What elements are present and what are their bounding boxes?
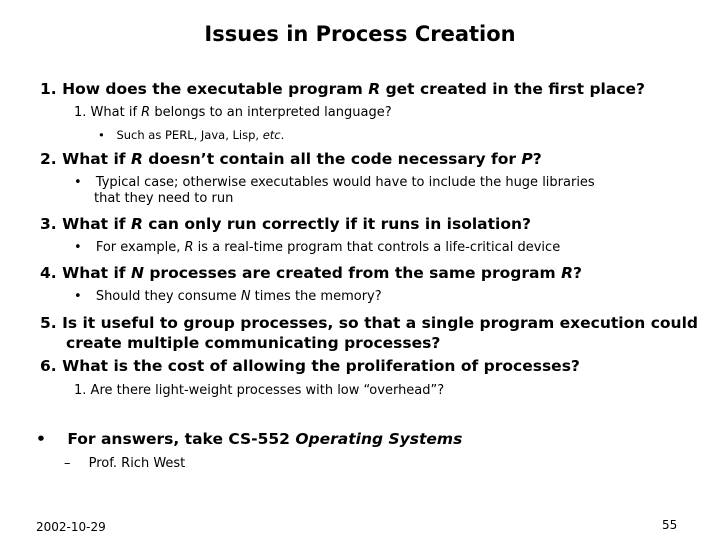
bullet-icon: •: [74, 175, 82, 190]
sub-text-pre: What if: [90, 105, 142, 120]
bullet-2-1: [74, 175, 595, 207]
sub-text: Are there light-weight processes with low “overhead”?: [90, 383, 445, 398]
question-line-1: Is it useful to group processes, so that a single program execution could: [62, 314, 698, 332]
professor-name: Prof. Rich West: [88, 456, 186, 471]
question-number: 4.: [40, 264, 57, 282]
bullet-3-1: [74, 240, 560, 255]
question-1: [40, 80, 645, 98]
bullet-line-2: that they need to run: [94, 191, 234, 206]
question-number: 5.: [40, 314, 57, 332]
question-text-post: get created in the first place?: [380, 80, 646, 98]
sub-number: 1.: [74, 105, 87, 120]
bullet-line-1: Typical case; otherwise executables would have to include the huge libraries: [95, 175, 595, 190]
var-r: R: [561, 264, 573, 282]
bullet-text-pre: Should they consume: [95, 289, 241, 304]
var-p: P: [521, 150, 533, 168]
bullet-icon: •: [36, 430, 46, 448]
question-number: 2.: [40, 150, 57, 168]
answers-line: [36, 430, 462, 448]
bullet-icon: •: [74, 289, 82, 304]
question-text-pre: What if: [62, 150, 131, 168]
bullet-text-post: times the memory?: [250, 289, 382, 304]
question-text-pre: What if: [62, 215, 131, 233]
question-2: [40, 150, 542, 168]
var-r: R: [141, 105, 151, 120]
question-5: [40, 313, 698, 353]
professor-line: [64, 456, 185, 471]
answers-text: For answers, take CS-552: [67, 430, 296, 448]
dash: –: [64, 456, 71, 471]
var-r: R: [130, 215, 143, 233]
sub-text-post: belongs to an interpreted language?: [150, 105, 392, 120]
bullet-icon: •: [74, 240, 82, 255]
sub-item-1-1: [74, 105, 392, 120]
var-r: R: [184, 240, 194, 255]
bullet-1-1-1: [98, 128, 284, 142]
bullet-4-1: [74, 289, 382, 304]
var-n: N: [130, 264, 144, 282]
bullet-text-post: is a real-time program that controls a life-critical device: [193, 240, 561, 255]
question-text-post: ?: [532, 150, 542, 168]
bullet-text-post: .: [280, 128, 285, 142]
question-number: 3.: [40, 215, 57, 233]
question-3: [40, 215, 531, 233]
var-r: R: [368, 80, 381, 98]
question-text-pre: How does the executable program: [62, 80, 369, 98]
bullet-text-pre: For example,: [95, 240, 185, 255]
question-number: 6.: [40, 357, 57, 375]
question-4: [40, 264, 582, 282]
question-text-post: ?: [573, 264, 582, 282]
question-text-mid: processes are created from the same program: [143, 264, 562, 282]
question-line-2: create multiple communicating processes?: [66, 334, 441, 352]
bullet-icon: •: [98, 128, 105, 142]
course-name: Operating Systems: [295, 430, 463, 448]
bullet-italic: etc: [262, 128, 281, 142]
question-number: 1.: [40, 80, 57, 98]
slide-title: Issues in Process Creation: [204, 22, 516, 46]
var-r: R: [130, 150, 143, 168]
page-number: 55: [662, 518, 678, 532]
var-n: N: [240, 289, 251, 304]
question-text-pre: What if: [62, 264, 131, 282]
footer-date: 2002-10-29: [36, 520, 106, 534]
question-text: What is the cost of allowing the proliferation of processes?: [62, 357, 580, 375]
sub-number: 1.: [74, 383, 87, 398]
bullet-text-pre: Such as PERL, Java, Lisp,: [116, 128, 263, 142]
question-text-mid: doesn’t contain all the code necessary for: [142, 150, 522, 168]
question-text-post: can only run correctly if it runs in isolation?: [142, 215, 532, 233]
sub-item-6-1: [74, 383, 444, 398]
question-6: [40, 357, 580, 375]
